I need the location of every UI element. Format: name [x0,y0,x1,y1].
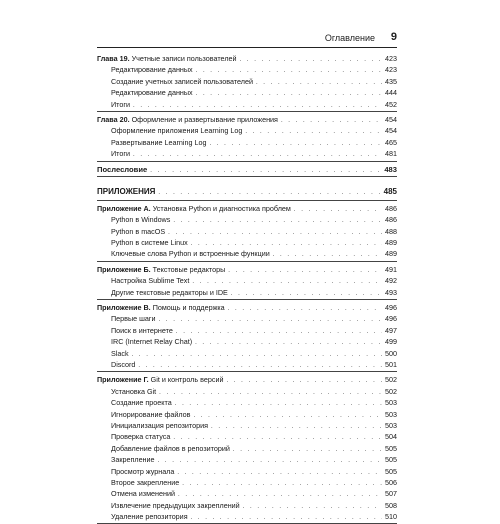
leader-dots [158,456,382,467]
toc-entry-page: 485 [383,186,397,196]
toc-entry-title: Второе закрепление [111,477,180,487]
leader-dots [233,445,382,456]
toc-entry-page: 508 [385,500,397,510]
leader-dots [173,216,382,227]
leader-dots [226,376,382,387]
leader-dots [132,350,382,361]
toc-row[interactable] [97,137,397,148]
toc-entry-page: 501 [385,359,397,369]
toc-entry-title: ПРИЛОЖЕНИЯ [97,186,156,196]
toc-entry-title: Редактирование данных [111,88,193,98]
toc-row[interactable] [97,214,397,225]
toc-row[interactable] [97,325,397,336]
leader-dots [294,205,382,216]
toc-entry-title [97,374,223,385]
running-head [97,31,397,45]
toc-row[interactable] [97,313,397,324]
toc-entry-page: 510 [385,512,397,522]
toc-entry-title: Итоги [111,149,131,159]
leader-dots [228,304,382,315]
appendices-part-entry [97,177,397,201]
toc-entry-title: Инициализация репозитория [111,420,209,430]
toc-entry-title: Послесловие [97,164,148,174]
toc-entry-title: Отмена изменений [111,489,175,499]
running-head-page-number: 9 [390,31,397,43]
toc-entry-text: Оформление и развертывание приложения [131,114,278,124]
toc-entry-page: 465 [385,137,397,147]
toc-entry-title [97,203,291,214]
toc-chapter-block [97,112,397,162]
toc-entry-page: 497 [385,325,397,335]
toc-entry-page: 496 [385,314,397,324]
toc-entry-label: Приложение А. [97,203,151,213]
leader-dots [158,187,380,200]
toc-entry-page: 486 [385,215,397,225]
toc-entry-text: Git и контроль версий [150,375,224,385]
toc-entry-title: Игнорирование файлов [111,409,191,419]
toc-entry-title: Другие текстовые редакторы и IDE [111,287,228,297]
toc-entry-page: 452 [385,99,397,109]
toc-row[interactable] [97,336,397,347]
toc-entry-title [97,302,225,313]
toc-row[interactable] [97,248,397,259]
toc-entry-page: 500 [385,348,397,358]
toc-entry-page: 483 [384,164,397,174]
toc-row[interactable] [97,237,397,248]
toc-entry-page: 489 [385,238,397,248]
toc-chapter-block [97,51,397,112]
toc-row[interactable] [97,53,397,64]
leader-dots [133,150,382,161]
toc-entry-page: 486 [385,203,397,213]
toc-row[interactable] [97,148,397,159]
toc-entry-text: Помощь и поддержка [152,303,225,313]
toc-entry-title: Создание учетных записей пользователей [111,76,253,86]
leader-dots [281,116,382,127]
toc-chapter-block [97,372,397,524]
leader-dots [159,315,382,326]
leader-dots [240,55,382,66]
toc-row[interactable] [97,488,397,499]
header-rule [97,47,397,48]
toc-entry-page: 506 [385,477,397,487]
toc-entry-title: Python в системе Linux [111,238,188,248]
leader-dots [138,361,382,372]
toc-entry-title [97,114,278,125]
toc-row[interactable] [97,420,397,431]
toc-entry-title: Извлечение предыдущих закреплений [111,500,240,510]
toc-entry-title: Python в Windows [111,215,171,225]
toc-entry-title: Создание проекта [111,398,172,408]
toc-entry-title: Итоги [111,99,131,109]
toc-entry-page: 488 [385,226,397,236]
toc-entry-page: 435 [385,76,397,86]
table-of-contents [97,51,397,524]
toc-entry-label: Глава 20. [97,114,130,124]
leader-dots [243,502,382,513]
toc-entry-title: Оформление приложения Learning Log [111,126,243,136]
toc-entry-title: Установка Git [111,386,157,396]
toc-row[interactable] [97,302,397,313]
toc-entry-text: Установка Python и диагностика проблем [152,203,291,213]
toc-entry-page: 496 [385,303,397,313]
toc-row[interactable] [97,454,397,465]
toc-row[interactable] [97,226,397,237]
leader-dots [177,468,382,479]
leader-dots [245,127,382,138]
toc-entry-text: Учетные записи пользователей [131,54,237,63]
toc-row[interactable] [97,500,397,511]
leader-dots [256,78,382,89]
leader-dots [182,479,382,490]
toc-entry-title: Добавление файлов в репозиторий [111,443,230,453]
toc-entry-page: 499 [385,337,397,347]
toc-entry-title: Поиск в интернете [111,325,173,335]
toc-row[interactable] [97,203,397,214]
chapters-list [97,51,397,162]
toc-entry-page: 423 [385,65,397,75]
toc-row[interactable] [97,443,397,454]
toc-row[interactable] [97,466,397,477]
toc-entry-title: Развертывание Learning Log [111,137,207,147]
toc-entry-page: 489 [385,249,397,259]
toc-entry-page: 493 [385,287,397,297]
toc-row[interactable] [97,397,397,408]
toc-entry-page: 503 [385,409,397,419]
leader-dots [159,388,382,399]
toc-entry-title [97,264,225,275]
toc-row[interactable] [97,76,397,87]
toc-row[interactable] [97,374,397,385]
afterword-entry [97,162,397,177]
leader-dots [211,422,382,433]
running-head-title: Оглавление [324,33,375,43]
toc-entry-page: 481 [385,149,397,159]
toc-row[interactable] [97,99,397,110]
leader-dots [228,266,382,277]
toc-entry-page: 505 [385,466,397,476]
toc-entry-page: 503 [385,398,397,408]
toc-entry-text: Текстовые редакторы [152,264,226,274]
toc-chapter-block [97,262,397,300]
toc-entry-page: 504 [385,432,397,442]
toc-entry-page: 491 [385,264,397,274]
leader-dots [195,338,382,349]
toc-row[interactable] [97,359,397,370]
toc-entry-page: 505 [385,443,397,453]
toc-entry-title: Настройка Sublime Text [111,276,190,286]
leader-dots [194,411,383,422]
leader-dots [168,228,382,239]
toc-row[interactable] [97,409,397,420]
toc-entry-page: 444 [385,88,397,98]
leader-dots [191,513,382,524]
toc-entry-label: Приложение В. [97,303,151,313]
toc-entry-title: Проверка статуса [111,432,171,442]
toc-row[interactable] [97,264,397,275]
toc-entry-label: Приложение Б. [97,264,151,274]
toc-row[interactable] [97,185,397,198]
toc-entry-page: 502 [385,375,397,385]
toc-entry-page: 502 [385,386,397,396]
toc-entry-page: 507 [385,489,397,499]
toc-row[interactable] [97,114,397,125]
leader-dots [150,166,381,177]
appendices-list [97,201,397,524]
toc-entry-page: 454 [385,114,397,124]
leader-dots [273,250,382,261]
leader-dots [175,399,382,410]
toc-row[interactable] [97,287,397,298]
toc-entry-title: Удаление репозитория [111,512,188,522]
toc-row[interactable] [97,275,397,286]
leader-dots [209,139,382,150]
toc-entry-title: Просмотр журнала [111,466,175,476]
toc-row[interactable] [97,125,397,136]
toc-chapter-block [97,201,397,262]
toc-entry-title: Редактирование данных [111,65,193,75]
leader-dots [231,289,382,300]
toc-chapter-block [97,300,397,372]
leader-dots [196,89,382,100]
toc-row[interactable] [97,87,397,98]
toc-entry-title: Закрепление [111,455,155,465]
toc-row[interactable] [97,477,397,488]
toc-entry-label: Глава 19. [97,54,130,63]
toc-row[interactable] [97,431,397,442]
toc-entry-page: 423 [385,54,397,63]
toc-entry-page: 492 [385,276,397,286]
toc-entry-title [97,53,237,64]
toc-entry-title: Первые шаги [111,314,156,324]
toc-entry-label: Приложение Г. [97,375,149,385]
toc-row[interactable] [97,348,397,359]
toc-row[interactable] [97,164,397,175]
toc-row[interactable] [97,64,397,75]
toc-entry-title: Slack [111,348,129,358]
toc-entry-title: IRC (Internet Relay Chat) [111,337,193,347]
toc-entry-title: Discord [111,359,136,369]
toc-entry-page: 454 [385,126,397,136]
toc-entry-page: 503 [385,420,397,430]
toc-row[interactable] [97,386,397,397]
toc-entry-title: Python в macOS [111,226,166,236]
toc-row[interactable] [97,511,397,522]
leader-dots [133,101,382,112]
leader-dots [176,327,382,338]
toc-entry-page: 505 [385,455,397,465]
toc-entry-title: Ключевые слова Python и встроенные функции [111,249,270,259]
